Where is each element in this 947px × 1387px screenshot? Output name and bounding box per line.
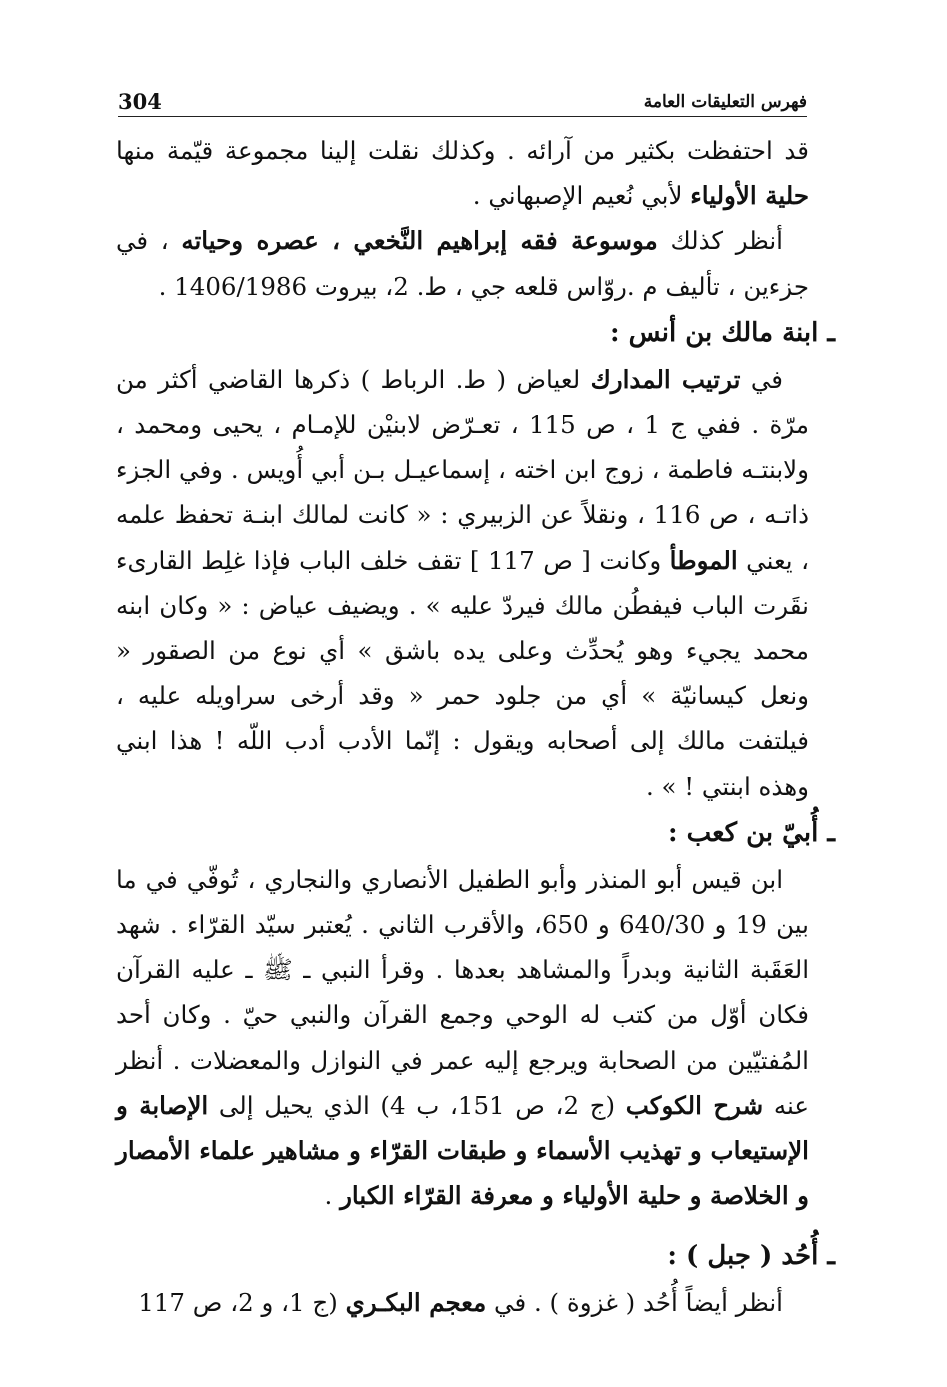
entry-heading: ـ ابنة مالك بن أنس :: [609, 317, 835, 348]
spacer: [116, 1218, 809, 1232]
text-run: (ج 1، و 2، ص 117: [138, 1288, 346, 1318]
text-run: أنظر أيضاً أُحُد ( غزوة ) . في: [486, 1288, 783, 1318]
book-title: شرح الكوكب: [625, 1090, 764, 1120]
text-run: وكانت [ ص 117 ] تقف خلف الباب فإذا غلِط القارىء نقَرت الباب فيفطُن مالك فيردّ عليه » . ويضيف عياض : « وكان ابنه محمد يجيء وهو يُحدِّث وعلى يده باشق » أي نوع من الصقور « ونعل كيسانيّة » أي من جلود حمر « وقد أرخى سراويله عليه ، فيلتفت مالك إلى أصحابه ويقول : إنّما الأدب أدب اللّه ! هذا ابني وهذه ابنتي ! » .: [116, 545, 809, 801]
book-title: حلية الأولياء: [690, 181, 809, 211]
page-body: [116, 128, 835, 1326]
paragraph: [116, 857, 809, 1219]
paragraph: [116, 128, 809, 218]
text-run: ابن قيس أبو المنذر وأبو الطفيل الأنصاري والنجاري ، تُوفّي في ما بين 19 و 640/30 و 650، والأقرب الثاني . يُعتبر سيّد القرّاء . شهد العَقَبة الثانية وبدراً والمشاهد بعدها . وقرأ النبي ـ ﷺ ـ عليه القرآن فكان أوّل من كتب له الوحي وجمع القرآن والنبي حيّ . وكان أحد المُفتيّين من الصحابة ويرجع إليه عمر في النوازل والمعضلات . أنظر عنه: [116, 864, 809, 1120]
paragraph: [116, 218, 809, 308]
page-header: [118, 86, 807, 117]
entry-heading: ـ أُبيّ بن كعب :: [667, 817, 835, 848]
book-title: الموطأ: [669, 545, 738, 575]
running-title: فهرس التعليقات العامة: [643, 92, 807, 112]
text-run: .: [324, 1181, 341, 1211]
text-run: في: [740, 364, 783, 394]
text-run: أنظر كذلك: [657, 226, 783, 256]
page-number: 304: [118, 89, 162, 114]
text-run: قد احتفظت بكثير من آرائه . وكذلك نقلت إلينا مجموعة قيّمة منها: [116, 136, 809, 165]
text-run: لعياض ( ط. الرباط ) ذكرها القاضي أكثر من مرّة . ففي ج 1 ، ص 115 ، تعـرّض لابنيْن للإمـام ، يحيى ومحمد ، ولابنتـه فاطمة ، زوج ابن اخته ، إسماعيـل بـن أبي أُويس . وفي الجزء ذاتـه ، ص 116 ، ونقلاً عن الزبيري : « كانت لمالك ابنـة تحفظ علمه ، يعني: [116, 364, 810, 575]
entry-heading: ـ أُحُد ( جبل ) :: [667, 1241, 835, 1272]
book-title: موسوعة فقه إبراهيم النَّخعي ، عصره وحياته: [181, 226, 658, 256]
text-run: لأبي نُعيم الإصبهاني .: [472, 181, 691, 211]
text-run: ، في جزءين ، تأليف م .روّاس قلعه جي ، ط. 2، بيروت 1406/1986 .: [116, 226, 809, 301]
book-title: ترتيب المدارك: [590, 364, 741, 394]
text-run: (ج 2، ص 151، ب 4) الذي يحيل إلى: [208, 1090, 626, 1120]
book-title: الإصابة و الإستيعاب و تهذيب الأسماء و طبقات القرّاء و مشاهير علماء الأمصار و الخلاصة و حلية الأولياء و معرفة القرّاء الكبار: [116, 1090, 809, 1211]
paragraph: [116, 1280, 809, 1325]
book-title: معجم البكـري: [345, 1288, 487, 1318]
paragraph: [116, 357, 809, 809]
